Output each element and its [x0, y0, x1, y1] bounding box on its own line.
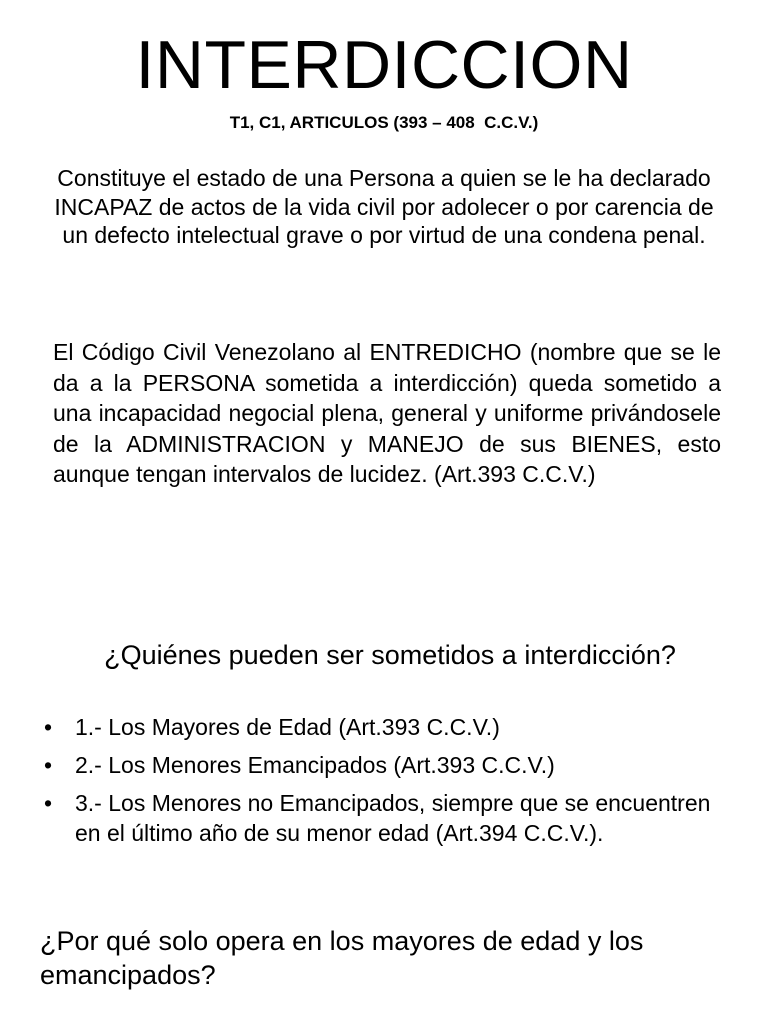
bullet-marker: • [44, 714, 53, 740]
bullet-marker: • [44, 752, 53, 778]
why-question-heading: ¿Por qué solo opera en los mayores de edad y los emancipados? [40, 926, 644, 990]
list-item [0, 750, 768, 780]
list-item-text: 1.- Los Mayores de Edad (Art.393 C.C.V.) [75, 714, 500, 740]
articles-subtitle: T1, C1, ARTICULOS (393 – 408 C.C.V.) [229, 113, 539, 132]
who-question-heading: ¿Quiénes pueden ser sometidos a interdicción? [104, 640, 676, 670]
list-item [0, 712, 768, 742]
list-item [0, 788, 768, 848]
list-item-text: 2.- Los Menores Emancipados (Art.393 C.C.V.) [75, 752, 555, 778]
page-title: INTERDICCION [135, 27, 633, 103]
definition-paragraph: Constituye el estado de una Persona a quien se le ha declarado INCAPAZ de actos de la vida civil por adolecer o por carencia de un defecto intelectual grave o por virtud de una condena penal. [54, 165, 714, 248]
bullet-marker: • [44, 790, 53, 816]
bullet-list [0, 712, 768, 856]
civil-code-paragraph: El Código Civil Venezolano al ENTREDICHO (nombre que se le da a la PERSONA sometida a interdicción) queda sometido a una incapacidad negocial plena, general y uniforme privándosele de la ADMINISTRACION y MANEJO de sus BIENES, esto aunque tengan intervalos de lucidez. (Art.393 C.C.V.) [53, 339, 721, 487]
list-item-text: 3.- Los Menores no Emancipados, siempre que se encuentren en el último año de su menor edad (Art.394 C.C.V.). [75, 790, 711, 846]
